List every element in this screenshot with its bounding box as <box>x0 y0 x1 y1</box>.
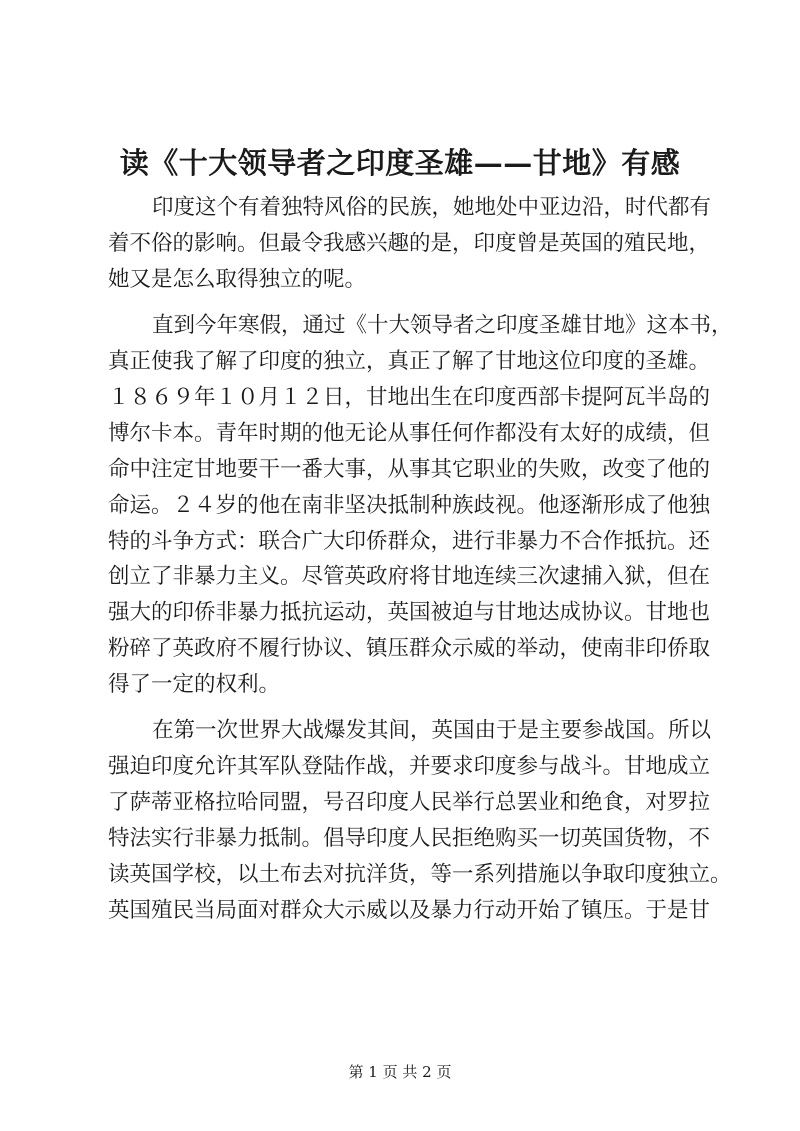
text-line: 特的斗争方式：联合广大印侨群众，进行非暴力不合作抵抗。还 <box>108 528 711 554</box>
text-line: 在第一次世界大战爆发其间，英国由于是主要参战国。所以 <box>152 718 712 744</box>
text-line: 粉碎了英政府不履行协议、镇压群众示威的举动，使南非印侨取 <box>108 636 711 662</box>
paragraph <box>108 308 733 703</box>
paragraph <box>108 190 712 298</box>
text-line: 读英国学校，以土布去对抗洋货，等一系列措施以争取印度独立。 <box>108 862 732 888</box>
page-footer: 第 1 页 共 2 页 <box>348 1063 452 1081</box>
text-line: 英国殖民当局面对群众大示威以及暴力行动开始了镇压。于是甘 <box>108 897 711 923</box>
text-line: 强迫印度允许其军队登陆作战，并要求印度参与战斗。甘地成立 <box>108 754 711 780</box>
text-line: １８６９年１０月１２日，甘地出生在印度西部卡提阿瓦半岛的 <box>108 384 711 410</box>
text-line: 印度这个有着独特风俗的民族，她地处中亚边沿，时代都有 <box>152 195 712 220</box>
text-line: 着不俗的影响。但最令我感兴趣的是，印度曾是英国的殖民地， <box>108 230 711 256</box>
text-line: 她又是怎么取得独立的呢。 <box>108 266 367 292</box>
text-line: 得了一定的权利。 <box>108 672 281 698</box>
document-title: 读《十大领导者之印度圣雄——甘地》有感 <box>119 146 681 180</box>
text-line: 了萨蒂亚格拉哈同盟，号召印度人民举行总罢业和绝食，对罗拉 <box>108 790 711 816</box>
text-line: 真正使我了解了印度的独立，真正了解了甘地这位印度的圣雄。 <box>108 349 711 375</box>
paragraph-gap <box>108 298 708 309</box>
paragraph-gap <box>108 703 708 714</box>
text-line: 命运。２４岁的他在南非坚决抵制种族歧视。他逐渐形成了他独 <box>108 492 711 518</box>
text-line: 博尔卡本。青年时期的他无论从事任何作都没有太好的成绩，但 <box>108 420 711 446</box>
text-line: 特法实行非暴力抵制。倡导印度人民拒绝购买一切英国货物，不 <box>108 826 711 852</box>
text-line: 命中注定甘地要干一番大事，从事其它职业的失败，改变了他的 <box>108 456 711 482</box>
paragraph <box>108 713 732 928</box>
text-line: 直到今年寒假，通过《十大领导者之印度圣雄甘地》这本书， <box>152 313 733 339</box>
text-line: 创立了非暴力主义。尽管英政府将甘地连续三次逮捕入狱，但在 <box>108 564 711 590</box>
text-line: 强大的印侨非暴力抵抗运动，英国被迫与甘地达成协议。甘地也 <box>108 600 711 626</box>
document-body <box>108 190 733 929</box>
